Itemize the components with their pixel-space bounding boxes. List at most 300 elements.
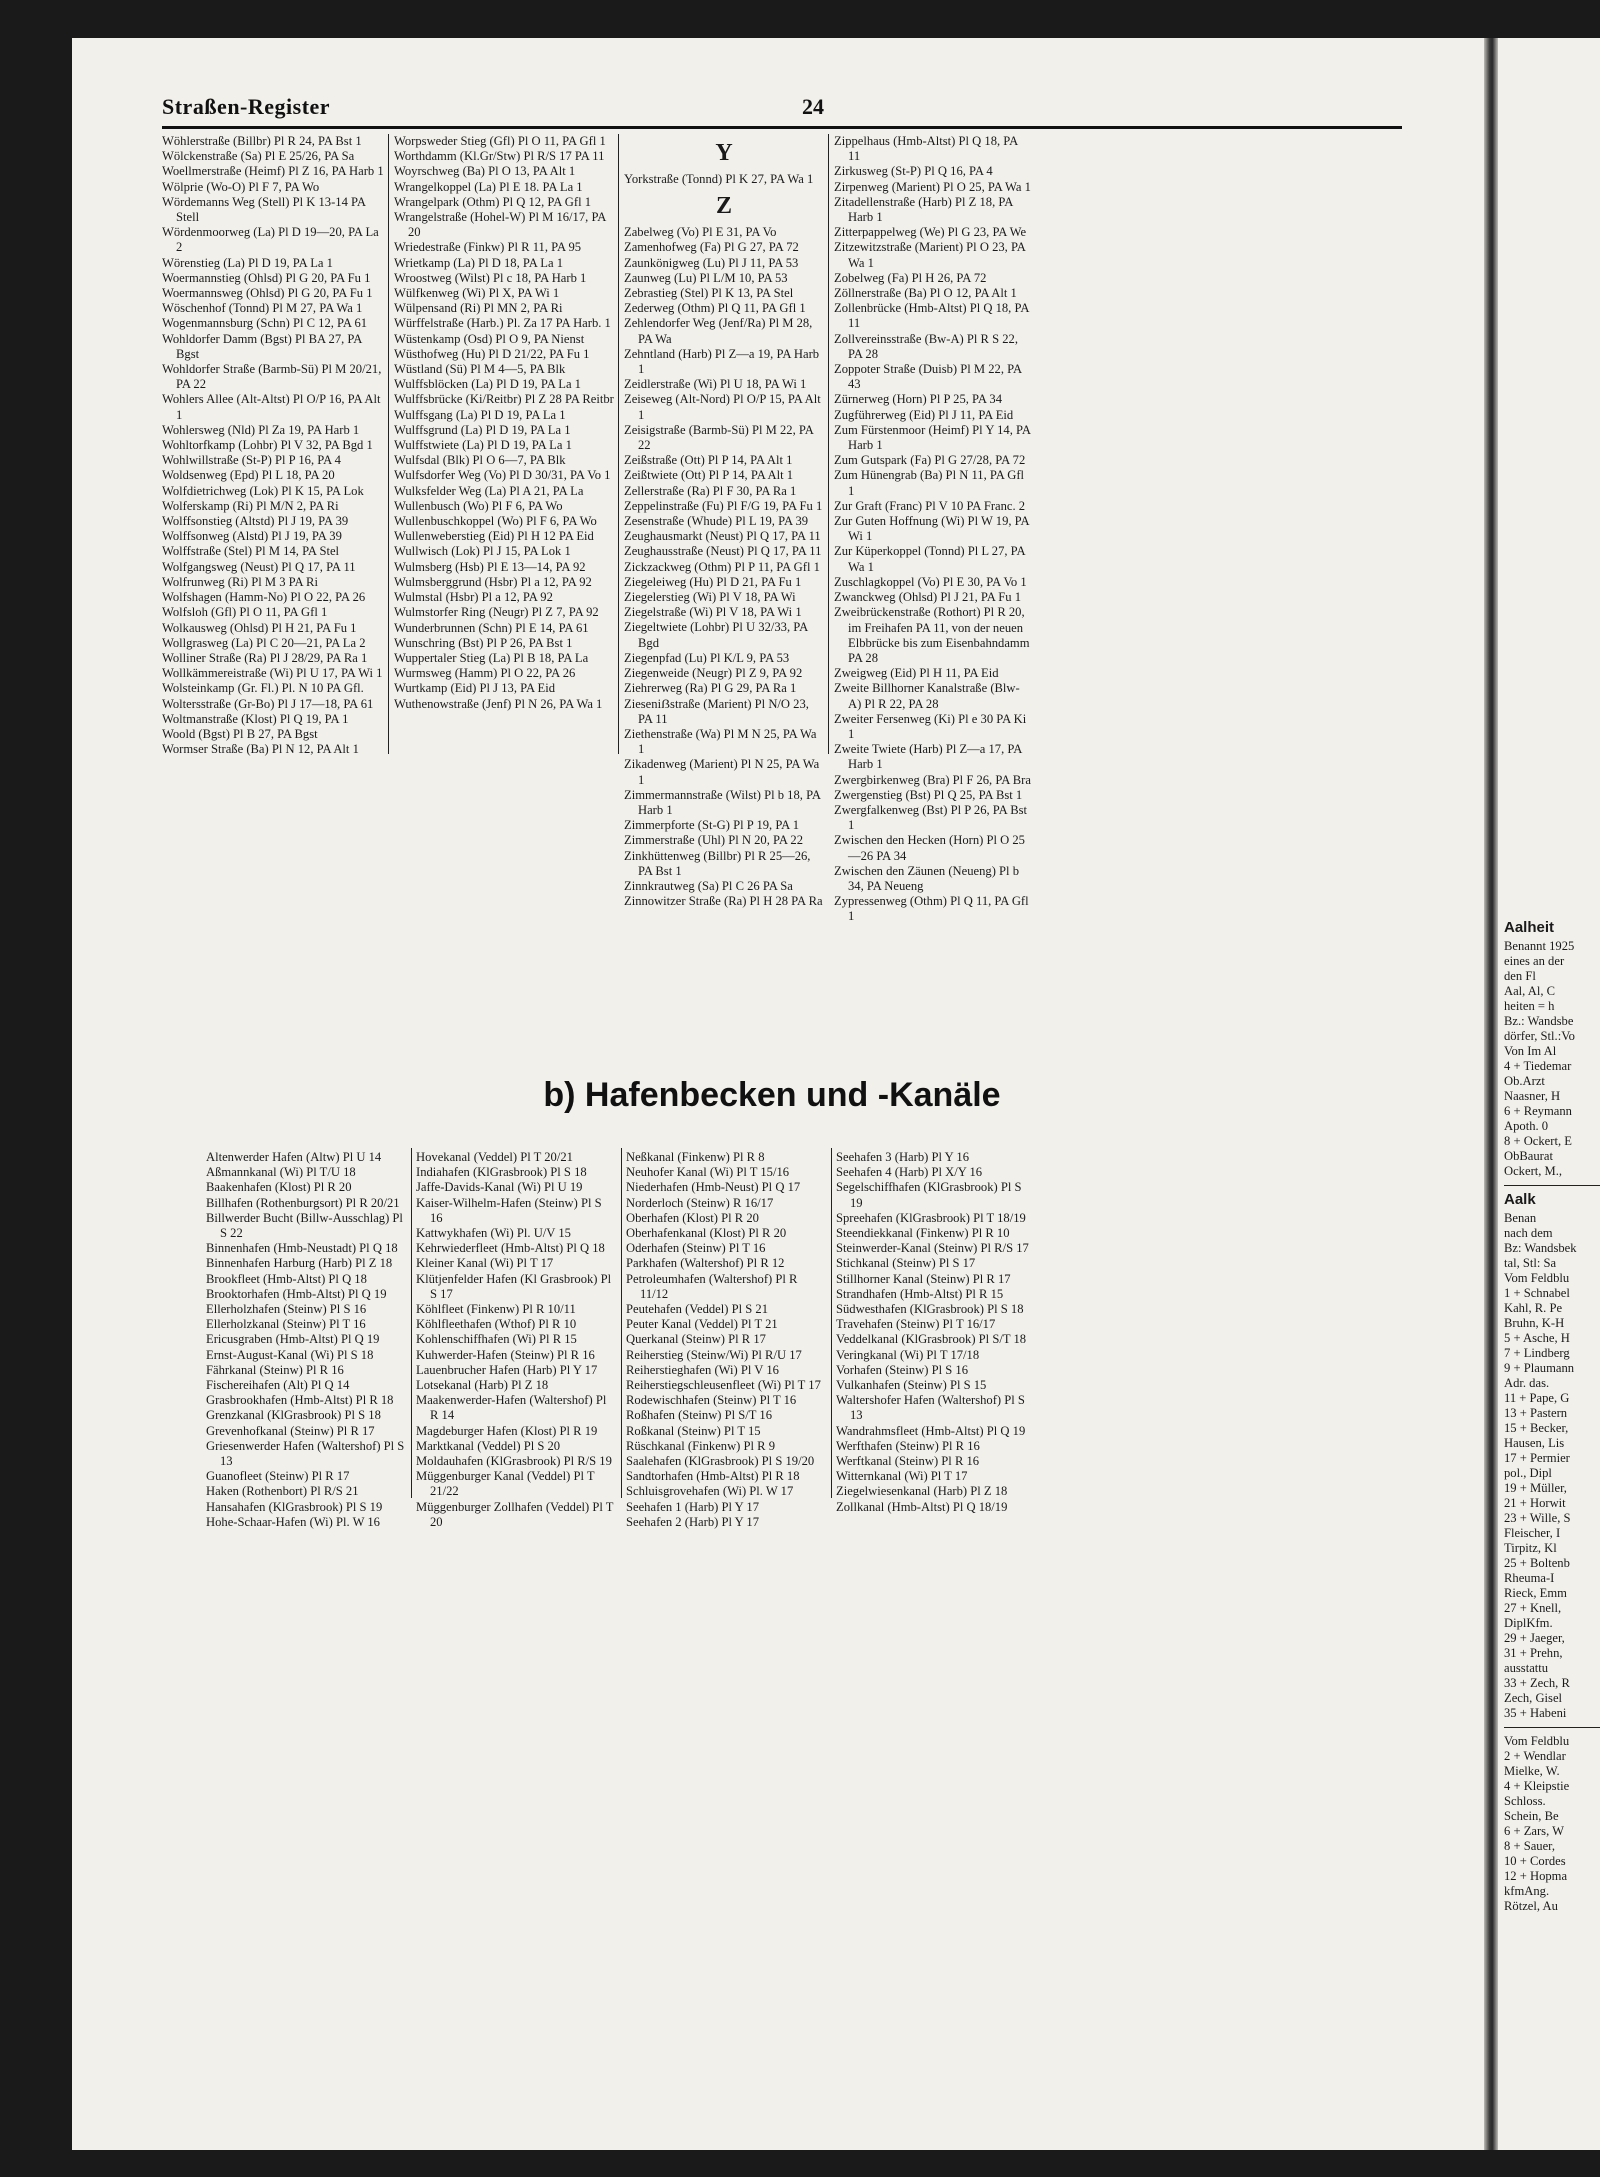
register-entry: Woltersstraße (Gr-Bo) Pl J 17—18, PA 61 [162, 696, 374, 711]
adjacent-line: 10 + Cordes [1504, 1854, 1566, 1868]
register-entry: Saalehafen (KlGrasbrook) Pl S 19/20 [626, 1454, 815, 1469]
register-entry: Kleiner Kanal (Wi) Pl T 17 [416, 1256, 554, 1271]
adjacent-line: kfmAng. [1504, 1884, 1550, 1898]
register-entry: Ellerholzhafen (Steinw) Pl S 16 [206, 1302, 367, 1317]
register-entry: Wulffstwiete (La) Pl D 19, PA La 1 [394, 438, 572, 453]
register-entry: Wülfkenweg (Wi) Pl X, PA Wi 1 [394, 286, 560, 301]
register-entry: Peuter Kanal (Veddel) Pl T 21 [626, 1317, 778, 1332]
adjacent-line: Apoth. 0 [1504, 1119, 1549, 1133]
register-entry: Wüsthofweg (Hu) Pl D 21/22, PA Fu 1 [394, 346, 590, 361]
register-entry: Billhafen (Rothenburgsort) Pl R 20/21 [206, 1195, 400, 1210]
register-entry: Zum Fürstenmoor (Heimf) Pl Y 14, PA Harb 1 [834, 422, 1034, 453]
register-entry: Reiherstieghafen (Wi) Pl V 16 [626, 1362, 779, 1377]
register-entry: Zweite Billhorner Kanalstraße (Blw-A) Pl R 22, PA 28 [834, 681, 1020, 711]
page-title: Straßen-Register [162, 94, 331, 119]
register-entry: Wohlwillstraße (St-P) Pl P 16, PA 4 [162, 453, 341, 468]
register-entry: Ziethenstraße (Wa) Pl M N 25, PA Wa 1 [624, 726, 820, 757]
register-entry: Werftkanal (Steinw) Pl R 16 [836, 1454, 980, 1469]
register-entry: Wolffstraße (Stel) Pl M 14, PA Stel [162, 544, 340, 559]
register-entry: Travehafen (Steinw) Pl T 16/17 [836, 1317, 996, 1332]
register-entry: Wulksfelder Weg (La) Pl A 21, PA La [394, 483, 584, 498]
header-rule [162, 126, 1402, 129]
register-entry: Zollvereinsstraße (Bw-A) Pl R S 22, PA 28 [834, 331, 1022, 361]
register-entry: Grevenhofkanal (Steinw) Pl R 17 [206, 1423, 375, 1438]
register-entry: Wulmsberggrund (Hsbr) Pl a 12, PA 92 [394, 574, 592, 589]
register-entry: Ziegenweide (Neugr) Pl Z 9, PA 92 [624, 666, 803, 681]
register-entry: Zeißtwiete (Ott) Pl P 14, PA Alt 1 [624, 468, 794, 483]
register-entry: Wulfsdal (Blk) Pl O 6—7, PA Blk [394, 453, 566, 468]
adjacent-heading-1: Aalheit [1504, 919, 1555, 936]
adjacent-line: 31 + Prehn, [1504, 1646, 1563, 1660]
column-divider [388, 134, 389, 754]
register-entry: Wolfdietrichweg (Lok) Pl K 15, PA Lok [162, 483, 364, 498]
register-entry: Wolliner Straße (Ra) Pl J 28/29, PA Ra 1 [162, 650, 368, 665]
register-entry: Wulffsblöcken (La) Pl D 19, PA La 1 [394, 377, 581, 392]
book-gutter [1484, 38, 1498, 2150]
register-entry: Zweigweg (Eid) Pl H 11, PA Eid [834, 666, 999, 681]
register-entry: Rüschkanal (Finkenw) Pl R 9 [626, 1438, 776, 1453]
section-b-title: b) Hafenbecken und -Kanäle [543, 1076, 1001, 1114]
register-entry: Wuthenowstraße (Jenf) Pl N 26, PA Wa 1 [394, 696, 603, 711]
register-entry: Veringkanal (Wi) Pl T 17/18 [836, 1347, 980, 1362]
register-entry: Zwischen den Zäunen (Neueng) Pl b 34, PA Neueng [834, 863, 1023, 893]
adjacent-line: 8 + Sauer, [1504, 1839, 1556, 1853]
register-entry: Vulkanhafen (Steinw) Pl S 15 [836, 1378, 987, 1393]
register-entry: Zobelweg (Fa) Pl H 26, PA 72 [834, 270, 987, 285]
adjacent-line: 8 + Ockert, E [1504, 1134, 1572, 1148]
adjacent-line: 7 + Lindberg [1504, 1346, 1570, 1360]
register-entry: Zimmerpforte (St-G) Pl P 19, PA 1 [624, 818, 800, 833]
register-entry: Wülpensand (Ri) Pl MN 2, PA Ri [394, 301, 563, 316]
harbour-column-4 [836, 1150, 1036, 1515]
register-entry: Grenzkanal (KlGrasbrook) Pl S 18 [206, 1408, 381, 1423]
register-entry: Zeughausstraße (Neust) Pl Q 17, PA 11 [624, 544, 822, 559]
register-entry: Würffelstraße (Harb.) Pl. Za 17 PA Harb. 1 [394, 316, 611, 331]
register-entry: Wuppertaler Stieg (La) Pl B 18, PA La [394, 650, 589, 665]
adjacent-line: Ob.Arzt [1504, 1074, 1545, 1088]
register-entry: Brooktorhafen (Hmb-Altst) Pl Q 19 [206, 1286, 387, 1301]
adjacent-line: 25 + Boltenb [1504, 1556, 1570, 1570]
adjacent-line: 11 + Pape, G [1504, 1391, 1570, 1405]
register-entry: Wolffsonstieg (Altstd) Pl J 19, PA 39 [162, 514, 349, 529]
adjacent-line: Hausen, Lis [1504, 1436, 1565, 1450]
register-entry: Peutehafen (Veddel) Pl S 21 [626, 1302, 768, 1317]
harbour-column-2 [416, 1150, 616, 1530]
register-entry: Wriedestraße (Finkw) Pl R 11, PA 95 [394, 240, 582, 255]
register-entry: Zwergfalkenweg (Bst) Pl P 26, PA Bst 1 [834, 802, 1031, 833]
register-entry: Wolferskamp (Ri) Pl M/N 2, PA Ri [162, 498, 339, 513]
register-entry: Lauenbrucher Hafen (Harb) Pl Y 17 [416, 1362, 598, 1377]
register-entry: Spreehafen (KlGrasbrook) Pl T 18/19 [836, 1210, 1026, 1225]
register-entry: Zehntland (Harb) Pl Z—a 19, PA Harb 1 [624, 346, 823, 377]
register-entry: Wulfsdorfer Weg (Vo) Pl D 30/31, PA Vo 1 [394, 468, 611, 483]
adjacent-line: Benannt 1925 [1504, 939, 1575, 953]
register-entry: Binnenhafen (Hmb-Neustadt) Pl Q 18 [206, 1241, 398, 1256]
column-divider [831, 1148, 832, 1498]
adjacent-rule [1504, 1727, 1600, 1728]
register-entry: Zweibrückenstraße (Rothort) Pl R 20, im Freihafen PA 11, von der neuen Elbbrücke bis zum Eisenbahndamm PA 28 [834, 605, 1033, 665]
adjacent-line: pol., Dipl [1504, 1466, 1552, 1480]
adjacent-line: 17 + Permier [1504, 1451, 1570, 1465]
adjacent-line: 4 + Tiedemar [1504, 1059, 1572, 1073]
register-entry: Ziegelstraße (Wi) Pl V 18, PA Wi 1 [624, 605, 802, 620]
adjacent-section-2 [1504, 1211, 1600, 1721]
register-entry: Wulffsgang (La) Pl D 19, PA La 1 [394, 407, 566, 422]
register-entry: Witternkanal (Wi) Pl T 17 [836, 1469, 968, 1484]
register-entry: Wölckenstraße (Sa) Pl E 25/26, PA Sa [162, 149, 355, 164]
register-entry: Zeiseweg (Alt-Nord) Pl O/P 15, PA Alt 1 [624, 392, 824, 422]
register-entry: Kuhwerder-Hafen (Steinw) Pl R 16 [416, 1347, 595, 1362]
adjacent-line: 6 + Reymann [1504, 1104, 1572, 1118]
register-entry: Wohlersweg (Nld) Pl Za 19, PA Harb 1 [162, 422, 360, 437]
page-header [162, 94, 1402, 128]
register-entry: Zikadenweg (Marient) Pl N 25, PA Wa 1 [624, 757, 823, 787]
column-divider [828, 134, 829, 754]
register-entry: Zürnerweg (Horn) Pl P 25, PA 34 [834, 392, 1003, 407]
register-entry: Woermannsweg (Ohlsd) Pl G 20, PA Fu 1 [162, 286, 373, 301]
column-divider [618, 134, 619, 754]
register-entry: Köhlfleet (Finkenw) Pl R 10/11 [416, 1302, 576, 1317]
register-entry: Ernst-August-Kanal (Wi) Pl S 18 [206, 1347, 374, 1362]
register-entry: Wulffsgrund (La) Pl D 19, PA La 1 [394, 422, 571, 437]
register-entry: Wullenbusch (Wo) Pl F 6, PA Wo [394, 498, 563, 513]
register-entry: Hansahafen (KlGrasbrook) Pl S 19 [206, 1499, 383, 1514]
adjacent-line: Rheuma-I [1504, 1571, 1555, 1585]
register-entry: Altenwerder Hafen (Altw) Pl U 14 [206, 1150, 382, 1164]
register-entry: Oberhafenkanal (Klost) Pl R 20 [626, 1226, 787, 1241]
register-entry: Müggenburger Zollhafen (Veddel) Pl T 20 [416, 1499, 617, 1529]
register-entry: Zinkhüttenweg (Billbr) Pl R 25—26, PA Bst 1 [624, 848, 814, 878]
adjacent-page [1498, 38, 1600, 2150]
register-entry: Worthdamm (Kl.Gr/Stw) Pl R/S 17 PA 11 [394, 149, 605, 164]
register-entry: Kaiser-Wilhelm-Hafen (Steinw) Pl S 16 [416, 1195, 605, 1225]
adjacent-line: 33 + Zech, R [1504, 1676, 1570, 1690]
register-entry: Zeißstraße (Ott) Pl P 14, PA Alt 1 [624, 453, 793, 468]
register-entry: Wohldorfer Damm (Bgst) Pl BA 27, PA Bgst [162, 331, 365, 361]
register-entry: Zweiter Fersenweg (Ki) Pl e 30 PA Ki 1 [834, 711, 1030, 741]
register-entry: Zehlendorfer Weg (Jenf/Ra) Pl M 28, PA Wa [624, 316, 816, 346]
register-entry: Zimmerstraße (Uhl) Pl N 20, PA 22 [624, 833, 803, 848]
street-column-1 [162, 134, 384, 757]
register-entry: Stillhorner Kanal (Steinw) Pl R 17 [836, 1271, 1011, 1286]
harbour-column-1 [206, 1150, 406, 1530]
register-entry: Wrangelstraße (Hohel-W) Pl M 16/17, PA 20 [394, 210, 609, 240]
adjacent-line: 5 + Asche, H [1504, 1331, 1570, 1345]
column-divider [621, 1148, 622, 1498]
adjacent-line: 15 + Becker, [1504, 1421, 1569, 1435]
adjacent-line: DiplKfm. [1504, 1616, 1553, 1630]
register-entry: Zur Graft (Franc) Pl V 10 PA Franc. 2 [834, 498, 1026, 513]
register-entry: Parkhafen (Waltershof) Pl R 12 [626, 1256, 785, 1271]
register-entry: Roßkanal (Steinw) Pl T 15 [626, 1423, 761, 1438]
register-entry: Wogenmannsburg (Schn) Pl C 12, PA 61 [162, 316, 368, 331]
register-entry: Vorhafen (Steinw) Pl S 16 [836, 1362, 968, 1377]
register-entry: Reiherstieg (Steinw/Wi) Pl R/U 17 [626, 1347, 802, 1362]
register-entry: Maakenwerder-Hafen (Waltershof) Pl R 14 [416, 1393, 610, 1423]
register-entry: Wolfrunweg (Ri) Pl M 3 PA Ri [162, 574, 318, 589]
register-entry: Zaunkönigweg (Lu) Pl J 11, PA 53 [624, 255, 799, 270]
adjacent-line: Bz.: Wandsbe [1504, 1014, 1574, 1028]
register-entry: Zeisigstraße (Barmb-Sü) Pl M 22, PA 22 [624, 422, 817, 453]
register-entry: Waltershofer Hafen (Waltershof) Pl S 13 [836, 1393, 1029, 1423]
adjacent-section-1 [1504, 939, 1600, 1179]
register-entry: Hovekanal (Veddel) Pl T 20/21 [416, 1150, 573, 1164]
adjacent-line: Ockert, M., [1504, 1164, 1563, 1178]
adjacent-line: heiten = h [1504, 999, 1555, 1013]
register-entry: Zippelhaus (Hmb-Altst) Pl Q 18, PA 11 [834, 134, 1021, 164]
register-entry: Wöschenhof (Tonnd) Pl M 27, PA Wa 1 [162, 301, 363, 316]
register-entry: Klütjenfelder Hafen (Kl Grasbrook) Pl S 17 [416, 1271, 615, 1301]
adjacent-line: 21 + Horwit [1504, 1496, 1566, 1510]
register-entry: Wolsteinkamp (Gr. Fl.) Pl. N 10 PA Gfl. [162, 681, 364, 696]
register-entry: Zur Küperkoppel (Tonnd) Pl L 27, PA Wa 1 [834, 544, 1028, 574]
adjacent-line: Vom Feldblu [1504, 1271, 1570, 1285]
register-entry: Zebrastieg (Stel) Pl K 13, PA Stel [624, 286, 794, 301]
register-entry: Wohltorfkamp (Lohbr) Pl V 32, PA Bgd 1 [162, 438, 373, 453]
adjacent-line: 23 + Wille, S [1504, 1511, 1571, 1525]
register-entry: Wöhlerstraße (Billbr) Pl R 24, PA Bst 1 [162, 134, 362, 148]
register-entry: Guanofleet (Steinw) Pl R 17 [206, 1469, 350, 1484]
register-entry: Wolfshagen (Hamm-No) Pl O 22, PA 26 [162, 590, 366, 605]
adjacent-line: Fleischer, I [1504, 1526, 1561, 1540]
register-entry: Griesenwerder Hafen (Waltershof) Pl S 13 [206, 1438, 408, 1469]
adjacent-line: 4 + Kleipstie [1504, 1779, 1570, 1793]
register-entry: Wolffsonweg (Alstd) Pl J 19, PA 39 [162, 529, 342, 544]
register-entry: Woellmerstraße (Heimf) Pl Z 16, PA Harb 1 [162, 164, 384, 179]
register-entry: Ziegeleiweg (Hu) Pl D 21, PA Fu 1 [624, 574, 802, 589]
register-entry: Wulmstal (Hsbr) Pl a 12, PA 92 [394, 590, 553, 605]
register-entry: Schluisgrovehafen (Wi) Pl. W 17 [626, 1484, 794, 1499]
alphabet-letter: Y [715, 140, 733, 166]
adjacent-line: Vom Feldblu [1504, 1734, 1570, 1748]
register-entry: Segelschiffhafen (KlGrasbrook) Pl S 19 [836, 1180, 1025, 1210]
register-entry: Zwergenstieg (Bst) Pl Q 25, PA Bst 1 [834, 787, 1023, 802]
register-entry: Roßhafen (Steinw) Pl S/T 16 [626, 1408, 772, 1423]
register-entry: Zoppoter Straße (Duisb) Pl M 22, PA 43 [834, 362, 1025, 392]
page-number: 24 [802, 94, 824, 119]
adjacent-line: Tirpitz, Kl [1504, 1541, 1557, 1555]
register-entry: Zugführerweg (Eid) Pl J 11, PA Eid [834, 407, 1014, 422]
register-entry: Ziehrerweg (Ra) Pl G 29, PA Ra 1 [624, 681, 797, 696]
register-entry: Zweite Twiete (Harb) Pl Z—a 17, PA Harb 1 [834, 742, 1025, 772]
register-entry: Fischereihafen (Alt) Pl Q 14 [206, 1378, 350, 1393]
register-entry: Kattwykhafen (Wi) Pl. U/V 15 [416, 1226, 571, 1241]
register-entry: Müggenburger Kanal (Veddel) Pl T 21/22 [416, 1469, 598, 1499]
adjacent-section-3 [1504, 1734, 1600, 1914]
register-entry: Zesenstraße (Whude) Pl L 19, PA 39 [624, 514, 809, 529]
register-entry: Kehrwiederfleet (Hmb-Altst) Pl Q 18 [416, 1241, 605, 1256]
adjacent-line: 35 + Habeni [1504, 1706, 1567, 1720]
adjacent-line: 1 + Schnabel [1504, 1286, 1570, 1300]
adjacent-line: Von Im Al [1504, 1044, 1557, 1058]
adjacent-heading-2: Aalk [1504, 1191, 1536, 1208]
register-entry: Wolfsloh (Gfl) Pl O 11, PA Gfl 1 [162, 605, 328, 620]
register-entry: Wüstenkamp (Osd) Pl O 9, PA Nienst [394, 331, 585, 346]
adjacent-line: 27 + Knell, [1504, 1601, 1562, 1615]
register-entry: Steendiekkanal (Finkenw) Pl R 10 [836, 1226, 1010, 1241]
adjacent-line: Bz: Wandsbek [1504, 1241, 1577, 1255]
register-entry: Lotsekanal (Harb) Pl Z 18 [416, 1378, 549, 1393]
register-entry: Grasbrookhafen (Hmb-Altst) Pl R 18 [206, 1393, 394, 1408]
scanned-page [72, 38, 1600, 2150]
adjacent-line: 12 + Hopma [1504, 1869, 1568, 1883]
adjacent-line: eines an der [1504, 954, 1565, 968]
adjacent-line: 13 + Pastern [1504, 1406, 1568, 1420]
register-entry: Querkanal (Steinw) Pl R 17 [626, 1332, 766, 1347]
register-entry: Woldsenweg (Epd) Pl L 18, PA 20 [162, 468, 335, 483]
register-entry: Wohldorfer Straße (Barmb-Sü) Pl M 20/21, PA 22 [162, 362, 385, 392]
register-entry: Wolfgangsweg (Neust) Pl Q 17, PA 11 [162, 559, 356, 574]
register-entry: Wölprie (Wo-O) Pl F 7, PA Wo [162, 179, 320, 194]
adjacent-line: 2 + Wendlar [1504, 1749, 1566, 1763]
register-entry: Werfthafen (Steinw) Pl R 16 [836, 1438, 980, 1453]
register-entry: Wördenmoorweg (La) Pl D 19—20, PA La 2 [162, 225, 382, 255]
adjacent-line: ausstattu [1504, 1661, 1549, 1675]
adjacent-rule [1504, 1185, 1600, 1186]
register-entry: Südwesthafen (KlGrasbrook) Pl S 18 [836, 1302, 1024, 1317]
register-entry: Veddelkanal (KlGrasbrook) Pl S/T 18 [836, 1332, 1027, 1347]
adjacent-line: Mielke, W. [1504, 1764, 1560, 1778]
adjacent-line: nach dem [1504, 1226, 1553, 1240]
register-entry: Zeidlerstraße (Wi) Pl U 18, PA Wi 1 [624, 377, 807, 392]
register-entry: Oberhafen (Klost) Pl R 20 [626, 1210, 759, 1225]
adjacent-line: Kahl, R. Pe [1504, 1301, 1563, 1315]
register-entry: Ziegelwiesenkanal (Harb) Pl Z 18 [836, 1484, 1008, 1499]
adjacent-line: Aal, Al, C [1504, 984, 1556, 998]
register-entry: Kohlenschiffhafen (Wi) Pl R 15 [416, 1332, 577, 1347]
register-entry: Seehafen 4 (Harb) Pl X/Y 16 [836, 1165, 983, 1180]
register-entry: Zinnkrautweg (Sa) Pl C 26 PA Sa [624, 878, 793, 893]
register-entry: Wulffsbrücke (Ki/Reitbr) Pl Z 28 PA Reitbr [394, 392, 614, 407]
adjacent-line: tal, Stl: Sa [1504, 1256, 1557, 1270]
adjacent-line: dörfer, Stl.:Vo [1504, 1029, 1575, 1043]
register-entry: Reiherstiegschleusenfleet (Wi) Pl T 17 [626, 1378, 821, 1393]
register-entry: Hohe-Schaar-Hafen (Wi) Pl. W 16 [206, 1514, 380, 1529]
register-entry: Zypressenweg (Othm) Pl Q 11, PA Gfl 1 [834, 894, 1032, 924]
register-entry: Moldauhafen (KlGrasbrook) Pl R/S 19 [416, 1454, 612, 1469]
register-entry: Zum Hünengrab (Ba) Pl N 11, PA Gfl 1 [834, 468, 1028, 498]
register-entry: Wulmstorfer Ring (Neugr) Pl Z 7, PA 92 [394, 605, 599, 620]
register-entry: Zitzewitzstraße (Marient) Pl O 23, PA Wa 1 [834, 240, 1029, 270]
register-entry: Haken (Rothenbort) Pl R/S 21 [206, 1484, 359, 1499]
register-entry: Woltmanstraße (Klost) Pl Q 19, PA 1 [162, 711, 349, 726]
register-entry: Strandhafen (Hmb-Altst) Pl R 15 [836, 1286, 1004, 1301]
register-entry: Zabelweg (Vo) Pl E 31, PA Vo [624, 225, 777, 240]
harbour-column-3 [626, 1150, 826, 1530]
adjacent-page-text [1504, 918, 1600, 1914]
register-entry: Wrangelkoppel (La) Pl E 18. PA La 1 [394, 179, 583, 194]
adjacent-line: 19 + Müller, [1504, 1481, 1567, 1495]
register-entry: Ericusgraben (Hmb-Altst) Pl Q 19 [206, 1332, 380, 1347]
register-entry: Neßkanal (Finkenw) Pl R 8 [626, 1150, 765, 1164]
adjacent-line: Rieck, Emm [1504, 1586, 1567, 1600]
register-entry: Wurtkamp (Eid) Pl J 13, PA Eid [394, 681, 555, 696]
register-entry: Ziegelerstieg (Wi) Pl V 18, PA Wi [624, 590, 796, 605]
register-entry: Marktkanal (Veddel) Pl S 20 [416, 1438, 561, 1453]
adjacent-line: 29 + Jaeger, [1504, 1631, 1565, 1645]
register-entry: Jaffe-Davids-Kanal (Wi) Pl U 19 [416, 1180, 583, 1195]
adjacent-line: Naasner, H [1504, 1089, 1561, 1103]
register-entry: Wördemanns Weg (Stell) Pl K 13-14 PA Stell [162, 194, 369, 225]
register-entry: Ziegenpfad (Lu) Pl K/L 9, PA 53 [624, 650, 790, 665]
register-entry: Wörenstieg (La) Pl D 19, PA La 1 [162, 255, 333, 270]
register-entry: Zederweg (Othm) Pl Q 11, PA Gfl 1 [624, 301, 806, 316]
register-entry: Zwergbirkenweg (Bra) Pl F 26, PA Bra [834, 772, 1031, 787]
register-entry: Norderloch (Steinw) R 16/17 [626, 1195, 774, 1210]
register-entry: Zur Guten Hoffnung (Wi) Pl W 19, PA Wi 1 [834, 514, 1032, 544]
adjacent-line: 6 + Zars, W [1504, 1824, 1565, 1838]
register-entry: Seehafen 3 (Harb) Pl Y 16 [836, 1150, 970, 1164]
register-entry: Wunschring (Bst) Pl P 26, PA Bst 1 [394, 635, 573, 650]
register-entry: Wurmsweg (Hamm) Pl O 22, PA 26 [394, 666, 576, 681]
column-divider [411, 1148, 412, 1498]
register-entry: Zeppelinstraße (Fu) Pl F/G 19, PA Fu 1 [624, 498, 823, 513]
adjacent-line: Benan [1504, 1211, 1537, 1225]
street-column-3 [624, 134, 824, 909]
register-entry: Baakenhafen (Klost) Pl R 20 [206, 1180, 352, 1195]
register-entry: Stichkanal (Steinw) Pl S 17 [836, 1256, 976, 1271]
register-entry: Niederhafen (Hmb-Neust) Pl Q 17 [626, 1180, 801, 1195]
register-entry: Zuschlagkoppel (Vo) Pl E 30, PA Vo 1 [834, 574, 1027, 589]
register-entry: Wormser Straße (Ba) Pl N 12, PA Alt 1 [162, 742, 359, 757]
register-entry: Billwerder Bucht (Billw-Ausschlag) Pl S 22 [206, 1210, 407, 1241]
register-entry: Zeughausmarkt (Neust) Pl Q 17, PA 11 [624, 529, 821, 544]
adjacent-line: Rötzel, Au [1504, 1899, 1558, 1913]
register-entry: Worpsweder Stieg (Gfl) Pl O 11, PA Gfl 1 [394, 134, 606, 148]
adjacent-line: Schein, Be [1504, 1809, 1559, 1823]
register-entry: Wüstland (Sü) Pl M 4—5, PA Blk [394, 362, 566, 377]
register-entry: Zellerstraße (Ra) Pl F 30, PA Ra 1 [624, 483, 797, 498]
adjacent-line: Zech, Gisel [1504, 1691, 1563, 1705]
register-entry: Ziegeltwiete (Lohbr) Pl U 32/33, PA Bgd [624, 620, 811, 650]
register-entry: Woold (Bgst) Pl B 27, PA Bgst [162, 726, 318, 741]
adjacent-line: ObBaurat [1504, 1149, 1553, 1163]
register-entry: Brookfleet (Hmb-Altst) Pl Q 18 [206, 1271, 367, 1286]
register-entry: Zinnowitzer Straße (Ra) Pl H 28 PA Ra [624, 894, 823, 909]
register-entry: Köhlfleethafen (Wthof) Pl R 10 [416, 1317, 577, 1332]
register-entry: Wunderbrunnen (Schn) Pl E 14, PA 61 [394, 620, 589, 635]
register-entry: Zaunweg (Lu) Pl L/M 10, PA 53 [624, 270, 788, 285]
register-entry: Sandtorhafen (Hmb-Altst) Pl R 18 [626, 1469, 800, 1484]
register-entry: Zum Gutspark (Fa) Pl G 27/28, PA 72 [834, 453, 1026, 468]
register-entry: Zwanckweg (Ohlsd) Pl J 21, PA Fu 1 [834, 590, 1022, 605]
street-column-2 [394, 134, 614, 712]
register-entry: Woyrschweg (Ba) Pl O 13, PA Alt 1 [394, 164, 576, 179]
register-entry: Magdeburger Hafen (Klost) Pl R 19 [416, 1423, 598, 1438]
register-entry: Wollgrasweg (La) Pl C 20—21, PA La 2 [162, 635, 366, 650]
register-entry: Wollkämmereistraße (Wi) Pl U 17, PA Wi 1 [162, 666, 383, 681]
register-entry: Neuhofer Kanal (Wi) Pl T 15/16 [626, 1165, 790, 1180]
register-entry: Seehafen 2 (Harb) Pl Y 17 [626, 1514, 760, 1529]
register-entry: Wullenweberstieg (Eid) Pl H 12 PA Eid [394, 529, 594, 544]
register-entry: Indiahafen (KlGrasbrook) Pl S 18 [416, 1165, 587, 1180]
register-entry: Ellerholzkanal (Steinw) Pl T 16 [206, 1317, 366, 1332]
register-entry: Zirpenweg (Marient) Pl O 25, PA Wa 1 [834, 179, 1031, 194]
adjacent-line: den Fl [1504, 969, 1536, 983]
register-entry: Zamenhofweg (Fa) Pl G 27, PA 72 [624, 240, 799, 255]
register-entry: Oderhafen (Steinw) Pl T 16 [626, 1241, 766, 1256]
register-entry: Zirkusweg (St-P) Pl Q 16, PA 4 [834, 164, 993, 179]
register-entry: Wroostweg (Wilst) Pl c 18, PA Harb 1 [394, 270, 587, 285]
register-entry: Zickzackweg (Othm) Pl P 11, PA Gfl 1 [624, 559, 820, 574]
adjacent-line: Adr. das. [1504, 1376, 1550, 1390]
register-entry: Zieseniẞstraße (Marient) Pl N/O 23, PA 11 [624, 696, 813, 726]
register-entry: Wohlers Allee (Alt-Altst) Pl O/P 16, PA Alt 1 [162, 392, 384, 422]
register-entry: Zitterpappelweg (We) Pl G 23, PA We [834, 225, 1027, 240]
register-entry: Fährkanal (Steinw) Pl R 16 [206, 1362, 344, 1377]
adjacent-line: Bruhn, K-H [1504, 1316, 1565, 1330]
register-entry: Wullwisch (Lok) Pl J 15, PA Lok 1 [394, 544, 571, 559]
